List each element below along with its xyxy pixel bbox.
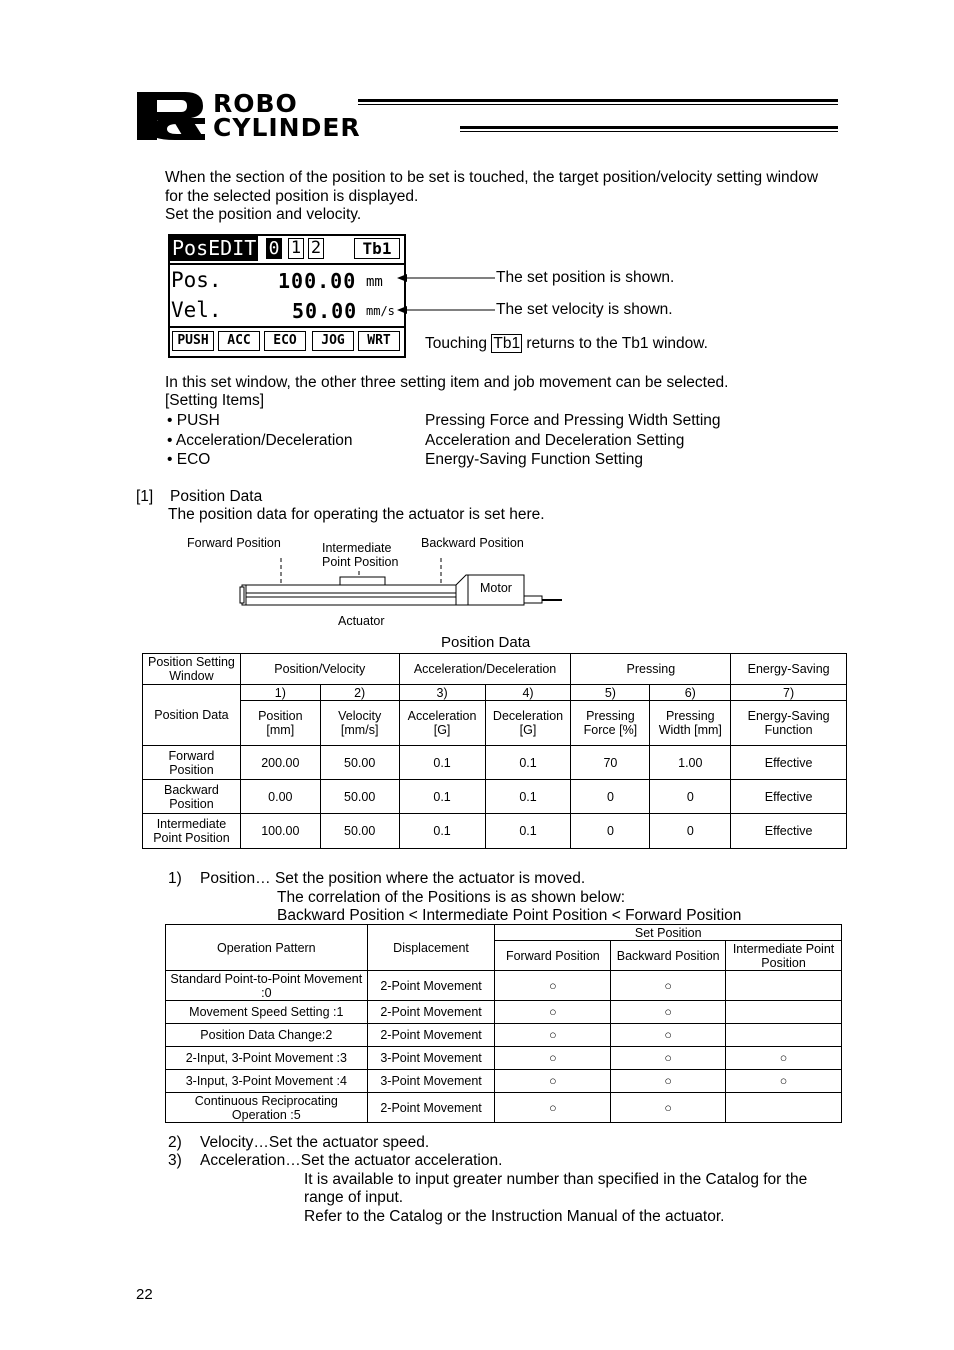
table-row bbox=[143, 746, 847, 780]
actuator-diagram bbox=[236, 555, 566, 610]
table2-col-header: Intermediate Point Position bbox=[726, 941, 842, 971]
table2-mark bbox=[726, 971, 842, 1001]
table2-mark: ○ bbox=[495, 1001, 611, 1024]
arrow-left-icon bbox=[397, 274, 407, 282]
table1-cell: 50.00 bbox=[320, 780, 399, 814]
table2-mark: ○ bbox=[495, 1047, 611, 1070]
header-rule-top bbox=[358, 99, 838, 102]
note3-num: 3) bbox=[168, 1152, 182, 1169]
table1-cell: 200.00 bbox=[240, 746, 320, 780]
table2-mark: ○ bbox=[726, 1047, 842, 1070]
callout-arrows bbox=[395, 268, 500, 318]
lcd-separator-bottom bbox=[170, 326, 404, 328]
table2-col-header: Forward Position bbox=[495, 941, 611, 971]
lcd-tab-tb1[interactable]: Tb1 bbox=[354, 238, 400, 259]
table1-num: 6) bbox=[650, 685, 731, 701]
table2-disp: 2-Point Movement bbox=[367, 1093, 495, 1123]
note3-line2: It is available to input greater number than specified in the Catalog for the bbox=[304, 1171, 808, 1188]
table1-num: 2) bbox=[320, 685, 399, 701]
table2-pattern: Continuous Reciprocating Operation :5 bbox=[166, 1093, 368, 1123]
callout-vel: The set velocity is shown. bbox=[496, 301, 673, 318]
table1-num: 3) bbox=[399, 685, 485, 701]
table2-mark: ○ bbox=[611, 1093, 726, 1123]
diagram-motor-label: Motor bbox=[480, 581, 512, 595]
table2-mark: ○ bbox=[495, 1024, 611, 1047]
table1-header-group: Position/Velocity bbox=[240, 654, 399, 685]
lcd-digit-2[interactable]: 2 bbox=[308, 238, 324, 259]
table1-num: 1) bbox=[240, 685, 320, 701]
table1-cell: 0 bbox=[571, 780, 650, 814]
table1-row-label: Forward Position bbox=[143, 746, 241, 780]
table2-col-header: Backward Position bbox=[611, 941, 726, 971]
intro-line3: Set the position and velocity. bbox=[165, 206, 362, 223]
table-row bbox=[166, 1001, 842, 1024]
lcd-digit-0[interactable]: 0 bbox=[266, 238, 282, 259]
note3-text: Acceleration…Set the actuator acceleration. bbox=[200, 1152, 503, 1169]
setwindow-line1: In this set window, the other three setting item and job movement can be selected. bbox=[165, 374, 729, 391]
table2-header-pattern: Operation Pattern bbox=[166, 925, 368, 971]
lcd-title: PosEDIT bbox=[172, 236, 257, 260]
table1-cell: 0 bbox=[650, 780, 731, 814]
lcd-vel-unit: mm/s bbox=[366, 304, 395, 318]
callout-pos: The set position is shown. bbox=[496, 269, 675, 286]
setting-item-name: • ECO bbox=[167, 451, 211, 468]
table1-cell: 0.1 bbox=[399, 814, 485, 849]
note3-line4: Refer to the Catalog or the Instruction Manual of the actuator. bbox=[304, 1208, 725, 1225]
table2-mark: ○ bbox=[495, 971, 611, 1001]
table2-mark: ○ bbox=[611, 1070, 726, 1093]
table2-disp: 2-Point Movement bbox=[367, 1001, 495, 1024]
header-rule-bottom-thin bbox=[460, 131, 838, 132]
lcd-wrt-button[interactable]: WRT bbox=[358, 331, 400, 351]
table1-cell: 0.1 bbox=[399, 746, 485, 780]
table1-caption: Position Data bbox=[441, 634, 531, 651]
diagram-actuator-label: Actuator bbox=[338, 614, 385, 628]
table-row bbox=[166, 1047, 842, 1070]
diagram-forward-label: Forward Position bbox=[187, 536, 281, 550]
table1-cell: 50.00 bbox=[320, 814, 399, 849]
lcd-pos-label: Pos. bbox=[171, 268, 222, 292]
table2-disp: 3-Point Movement bbox=[367, 1047, 495, 1070]
note1-num: 1) bbox=[168, 870, 182, 887]
setting-item-desc: Pressing Force and Pressing Width Setting bbox=[425, 412, 721, 429]
callout-tb1-suffix: returns to the Tb1 window. bbox=[526, 335, 708, 352]
table2-mark bbox=[726, 1093, 842, 1123]
operation-pattern-table bbox=[165, 924, 842, 1123]
note3-line3: range of input. bbox=[304, 1189, 404, 1206]
table2-header-disp: Displacement bbox=[367, 925, 495, 971]
table-row bbox=[166, 1024, 842, 1047]
table-row bbox=[166, 1093, 842, 1123]
table2-pattern: Standard Point-to-Point Movement :0 bbox=[166, 971, 368, 1001]
brand-cylinder: CYLINDER bbox=[213, 113, 361, 142]
table1-row-label: Intermediate Point Position bbox=[143, 814, 241, 849]
table2-mark: ○ bbox=[495, 1070, 611, 1093]
setting-item-name: • Acceleration/Deceleration bbox=[167, 432, 353, 449]
table1-cell: 70 bbox=[571, 746, 650, 780]
header-rule-bottom bbox=[460, 126, 838, 129]
lcd-jog-button[interactable]: JOG bbox=[312, 331, 354, 351]
lcd-vel-value[interactable]: 50.00 bbox=[292, 299, 358, 323]
table1-header-pd: Position Data bbox=[143, 685, 241, 746]
table2-mark: ○ bbox=[726, 1070, 842, 1093]
lcd-pos-unit: mm bbox=[366, 274, 383, 290]
table1-col-header: Deceleration [G] bbox=[485, 701, 571, 746]
callout-tb1 bbox=[425, 334, 708, 353]
table2-mark bbox=[726, 1001, 842, 1024]
table2-mark bbox=[726, 1024, 842, 1047]
table1-num: 4) bbox=[485, 685, 571, 701]
lcd-eco-button[interactable]: ECO bbox=[264, 331, 306, 351]
table1-col-header: Pressing Force [%] bbox=[571, 701, 650, 746]
table2-mark: ○ bbox=[611, 971, 726, 1001]
callout-tb1-prefix: Touching bbox=[425, 335, 488, 352]
table2-pattern: Position Data Change:2 bbox=[166, 1024, 368, 1047]
table2-pattern: 3-Input, 3-Point Movement :4 bbox=[166, 1070, 368, 1093]
table1-cell: 0.1 bbox=[485, 780, 571, 814]
table-row bbox=[143, 814, 847, 849]
diagram-intermediate-label2: Point Position bbox=[322, 555, 399, 569]
table1-num: 7) bbox=[731, 685, 847, 701]
intro-line1: When the section of the position to be set is touched, the target position/velocity setting window bbox=[165, 169, 819, 186]
note1-line1: Position… Set the position where the actuator is moved. bbox=[200, 870, 586, 887]
table2-header-set: Set Position bbox=[495, 925, 842, 941]
table1-cell: 0.1 bbox=[485, 814, 571, 849]
table1-num: 5) bbox=[571, 685, 650, 701]
table-row bbox=[143, 780, 847, 814]
table2-mark: ○ bbox=[611, 1001, 726, 1024]
table1-col-header: Velocity [mm/s] bbox=[320, 701, 399, 746]
page-number: 22 bbox=[136, 1286, 153, 1303]
rc-logo-icon bbox=[135, 90, 209, 142]
table1-header-group: Energy-Saving bbox=[731, 654, 847, 685]
table1-cell: 0.1 bbox=[399, 780, 485, 814]
table2-pattern: Movement Speed Setting :1 bbox=[166, 1001, 368, 1024]
setting-item-desc: Acceleration and Deceleration Setting bbox=[425, 432, 685, 449]
section1-title: Position Data bbox=[170, 488, 263, 505]
table2-disp: 2-Point Movement bbox=[367, 1024, 495, 1047]
logo bbox=[135, 90, 455, 142]
lcd-separator bbox=[170, 263, 404, 265]
table2-disp: 2-Point Movement bbox=[367, 971, 495, 1001]
arrow-left-icon bbox=[397, 306, 407, 314]
diagram-backward-label: Backward Position bbox=[421, 536, 524, 550]
table1-row-label: Backward Position bbox=[143, 780, 241, 814]
lcd-push-button[interactable]: PUSH bbox=[172, 331, 214, 351]
section1-num: [1] bbox=[136, 488, 154, 505]
lcd-pos-value[interactable]: 100.00 bbox=[278, 269, 357, 293]
table1-cell: Effective bbox=[731, 814, 847, 849]
table1-cell: 0 bbox=[571, 814, 650, 849]
note2-num: 2) bbox=[168, 1134, 182, 1151]
position-data-table bbox=[142, 653, 847, 849]
table1-cell: 0.1 bbox=[485, 746, 571, 780]
table1-cell: 1.00 bbox=[650, 746, 731, 780]
brand-robo: ROBO bbox=[213, 89, 298, 118]
table1-col-header: Acceleration [G] bbox=[399, 701, 485, 746]
table1-cell: Effective bbox=[731, 780, 847, 814]
note1-line3: Backward Position < Intermediate Point Position < Forward Position bbox=[277, 907, 742, 924]
section1-desc: The position data for operating the actuator is set here. bbox=[168, 506, 545, 523]
table1-col-header: Energy-Saving Function bbox=[731, 701, 847, 746]
note2-text: Velocity…Set the actuator speed. bbox=[200, 1134, 430, 1151]
table1-col-header: Position [mm] bbox=[240, 701, 320, 746]
table-row bbox=[166, 971, 842, 1001]
table1-cell: 0 bbox=[650, 814, 731, 849]
table1-header-group: Pressing bbox=[571, 654, 731, 685]
table2-disp: 3-Point Movement bbox=[367, 1070, 495, 1093]
table1-cell: Effective bbox=[731, 746, 847, 780]
lcd-vel-label: Vel. bbox=[171, 298, 222, 322]
header-rule-top-thin bbox=[358, 104, 838, 105]
table1-cell: 0.00 bbox=[240, 780, 320, 814]
table1-header-group: Acceleration/Deceleration bbox=[399, 654, 571, 685]
table1-header-window: Position Setting Window bbox=[143, 654, 241, 685]
table1-col-header: Pressing Width [mm] bbox=[650, 701, 731, 746]
setting-item-name: • PUSH bbox=[167, 412, 220, 429]
table1-cell: 100.00 bbox=[240, 814, 320, 849]
note1-line2: The correlation of the Positions is as shown below: bbox=[277, 889, 626, 906]
table2-pattern: 2-Input, 3-Point Movement :3 bbox=[166, 1047, 368, 1070]
lcd-acc-button[interactable]: ACC bbox=[218, 331, 260, 351]
table-row bbox=[166, 1070, 842, 1093]
table2-mark: ○ bbox=[611, 1024, 726, 1047]
lcd-digit-1[interactable]: 1 bbox=[288, 238, 304, 259]
diagram-intermediate-label1: Intermediate bbox=[322, 541, 392, 555]
table1-cell: 50.00 bbox=[320, 746, 399, 780]
intro-line2: for the selected position is displayed. bbox=[165, 188, 419, 205]
table2-mark: ○ bbox=[611, 1047, 726, 1070]
callout-tb1-key: Tb1 bbox=[493, 335, 521, 352]
setwindow-heading: [Setting Items] bbox=[165, 392, 265, 409]
lcd-screen bbox=[168, 234, 406, 358]
setting-item-desc: Energy-Saving Function Setting bbox=[425, 451, 643, 468]
table2-mark: ○ bbox=[495, 1093, 611, 1123]
